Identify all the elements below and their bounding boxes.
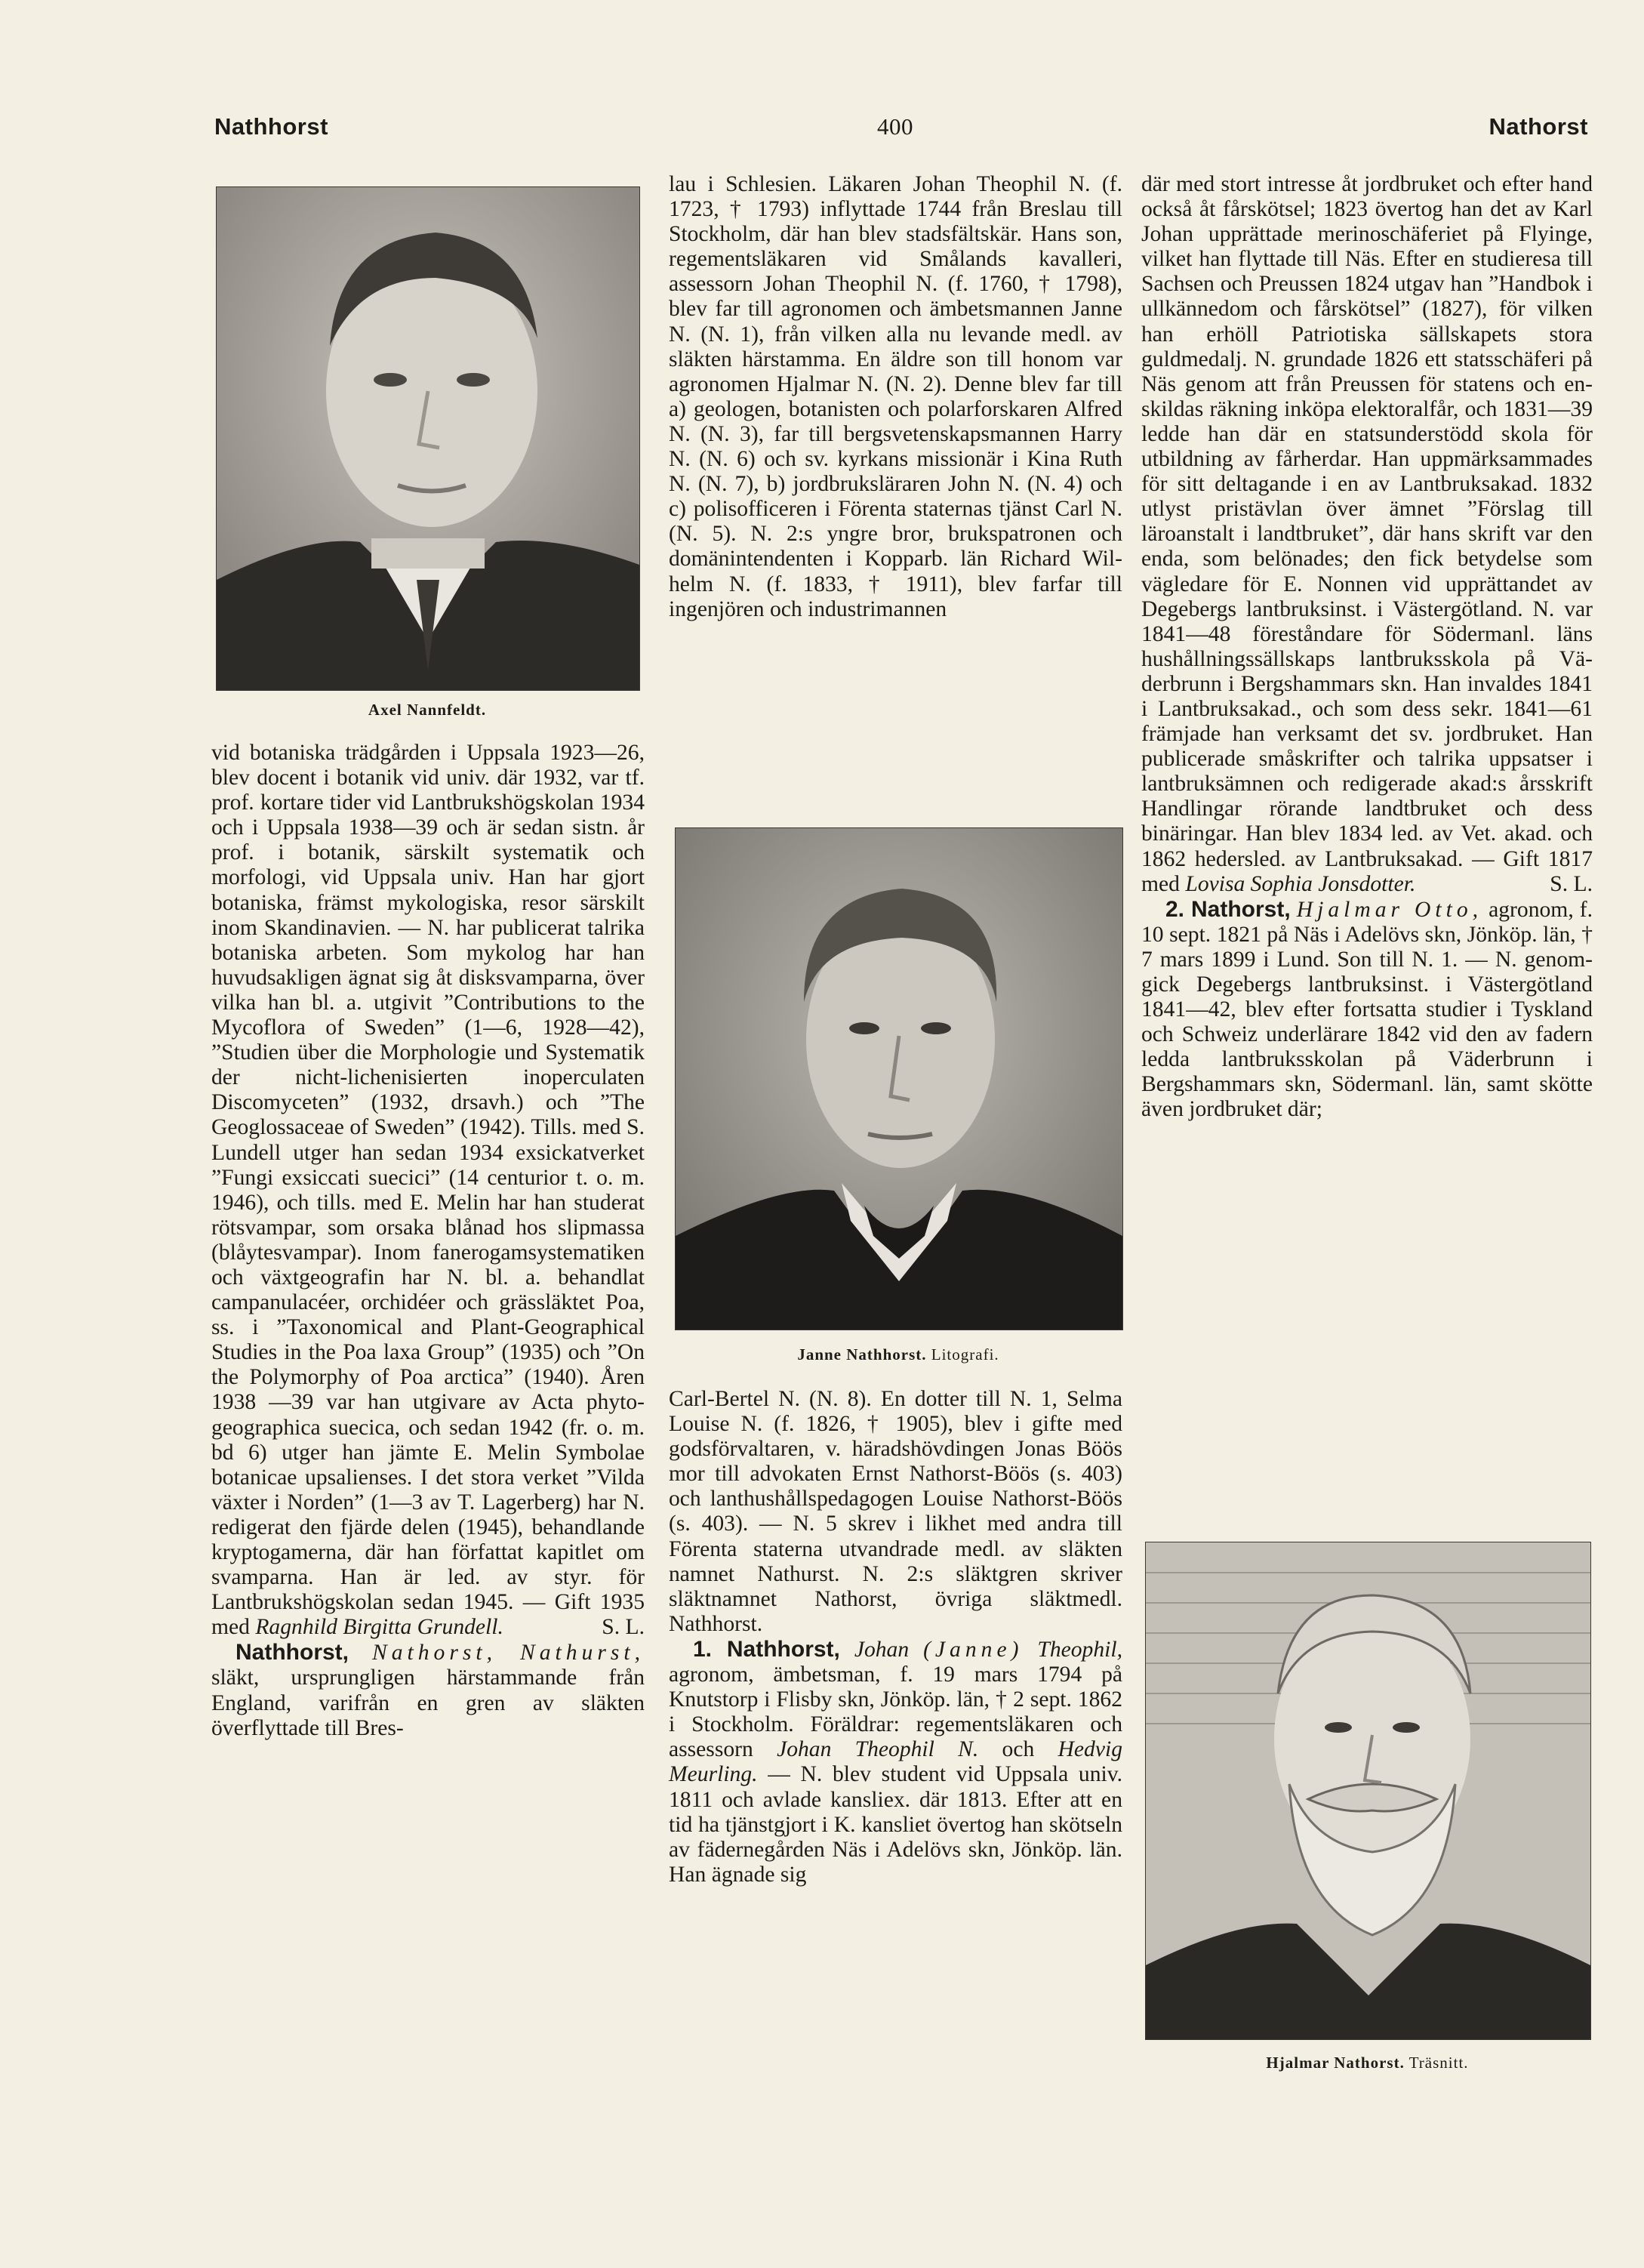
caption-technique: Träsnitt. — [1408, 2054, 1469, 2072]
forename-called: (Janne) — [923, 1637, 1024, 1662]
author-signature: S. L. — [602, 1615, 645, 1640]
page-number: 400 — [877, 113, 913, 140]
column-1 — [211, 741, 645, 1741]
article-text: släkt, ursprungligen härstammande från England, varifrån en gren av släkten överflyttade till Bres- — [211, 1666, 645, 1740]
caption-hjalmar-nathorst — [1145, 2054, 1590, 2072]
forename: Hjalmar Otto, — [1296, 897, 1483, 922]
forename: Johan — [854, 1637, 910, 1662]
caption-axel-nannfeldt — [216, 701, 639, 720]
portrait-hjalmar-nathorst — [1145, 1542, 1591, 2040]
parent-name: Hedvig Meurling. — [669, 1737, 1122, 1787]
caption-name: Hjalmar Nathorst. — [1266, 2054, 1405, 2072]
caption-name: Axel Nannfeldt. — [368, 701, 487, 719]
headword-hjalmar-nathorst: 2. Nathorst, — [1165, 896, 1291, 922]
variant-spelling: Nathorst, — [371, 1641, 497, 1666]
spouse-name: Ragnhild Birgitta Grundell. — [255, 1615, 503, 1640]
spouse-name: Lovisa Sophia Jonsdotter. — [1185, 871, 1416, 896]
article-text: Carl-Bertel N. (N. 8). En dotter till N. 1, Selma Louise N. (f. 1826, † 1905), blev i gifte med godsförvaltaren, v. häradshövdingen Jonas Böös mor till advokaten Ernst Nathorst-Böös (s. 403) och lanthushållspedagogen Louise Nathorst-Böös (s. 403). — N. 5 skrev i likhet med andra till Förenta staterna utvandrade medl. av släkten namnet Nathurst. N. 2:s släktgren skriver släktnamnet Nathorst, övriga släktmedl. Nathhorst. — [669, 1387, 1122, 1636]
caption-name: Janne Nathhorst. — [797, 1345, 927, 1364]
headword-nathhorst-family: Nathhorst, — [236, 1640, 349, 1666]
column-2-lower — [669, 1387, 1122, 1887]
column-3 — [1141, 172, 1593, 1123]
article-text: vid botaniska trädgården i Uppsala 1923—26, blev docent i botanik vid univ. där 1932, var tf. prof. kortare tider vid Lantbrukshögskolan 1934 och i Uppsala 1938—39 och är sedan sistn. år prof. i botanik, särskilt systematik och morfologi, vid Uppsala univ. Han har gjort botaniska, främst mykologiska, resor särskilt inom Skandinavien. — N. har publicerat talrika botaniska arbeten. Som mykolog har han huvudsakligen ägnat sig åt disksvamparna, över vilka han bl. a. utgivit ”Contributions to the Mycoflora of Sweden” (1—6, 1928—42), ”Studien über die Morphologie und Systematik der nicht-lichenisierten inoperculaten Discomyceten” (1932, drsavh.) och ”The Geoglossaceae of Sweden” (1942). Tills. med S. Lundell utger han sedan 1934 exsickatverket ”Fungi exsiccati suecici” (14 centurior t. o. m. 1946), och tills. med E. Melin har han studerat rötsvampar, som orsaka blånad hos slipmassa (blåytesvampar). Inom fanerogamsystematiken och växtgeografin har N. bl. a. behandlat campanulacéer, orchidéer och grässläktet Poa, ss. i ”Taxonomical and Plant-Geographical Studies in the Poa laxa Group” (1935) och ”On the Polymorphy of Poa arctica” (1940). Åren 1938 —39 var han utgivare av Acta phytogeographica suecica, och sedan 1942 (fr. o. m. bd 6) utger han jämte E. Melin Symbolae botanicae upsalienses. I det stora verket ”Vilda växter i Norden” (1—3 av T. Lagerberg) har N. redigerat den fjärde delen (1945), behandlande kryptogamerna, där han författat kapitlet om svamparna. Han är led. av styr. för Lantbrukshögskolan sedan 1945. — Gift 1935 med — [211, 741, 645, 1640]
caption-technique: Litografi. — [931, 1345, 999, 1364]
portrait-axel-nannfeldt — [216, 186, 640, 691]
article-text: agronom, f. 10 sept. 1821 på Näs i Adelövs skn, Jönköp. län, † 7 mars 1899 i Lund. Son till N. 1. — N. genomgick Degebergs lantbruksinst. i Västergötland 1841—42, blev efter fortsatta studier i Tyskland och Schweiz underlärare 1842 vid den av fadern ledda lantbruksskolan på Väderbrunn i Bergshammars skn, Södermanl. län, samt skötte även jordbruket där; — [1141, 897, 1593, 1122]
article-text: lau i Schlesien. Läkaren Johan Theophil N. (f. 1723, † 1793) inflyttade 1744 från Breslau till Stockholm, där han blev stadsfältskär. Hans son, regementsläkaren vid Smålands kavalleri, assessorn Johan Theophil N. (f. 1760, † 1798), blev far till agronomen och ämbetsmannen Janne N. (N. 1), från vilken alla nu levande medl. av släkten härstamma. En äldre son till honom var agronomen Hjalmar N. (N. 2). Denne blev far till a) geologen, botanisten och polarforskaren Alfred N. (N. 3), far till bergsvetenskapsmannen Harry N. (N. 6) och sv. kyrkans missionär i Kina Ruth N. (N. 7), b) jordbruksläraren John N. (N. 4) och c) polisofficeren i Förenta staternas tjänst Carl N. (N. 5). N. 2:s yngre bror, brukspatronen och domänintendenten i Kopparb. län Richard Wilhelm N. (f. 1833, † 1911), blev farfar till ingenjören och industrimannen — [669, 172, 1122, 621]
forename: Theophil, — [1037, 1637, 1122, 1662]
article-text: där med stort intresse åt jordbruket och efter hand också åt fårskötsel; 1823 övertog han det av Karl Johan upprättade merinoschäferiet på Flyinge, vilket han flyttade till Näs. Efter en studieresa till Sachsen och Preussen 1824 utgav han ”Handbok i ullkännedom och fårskötsel” (1827), för vilken han erhöll Patriotiska sällskapets stora guldmedalj. N. grundade 1826 ett statsschäferi på Näs genom att från Preussen för statens och enskildas räkning inköpa elektoralfår, och 1831—39 ledde han där en statsunderstödd skola för utbildning av fårherdar. Han uppmärksammades för sitt deltagande i en av Lantbruksakad. 1832 utlyst pristävlan över ämnet ”Förslag till läroanstalt i landtbruket”, där hans skrift var den enda, som belönades; den fick betydelse som vägledare för E. Nonnen vid upprättandet av Degebergs lantbruksinst. i Västergötland. N. var 1841—48 föreståndare för Södermanl. läns hushållningssällskaps lantbruksskola på Väderbrunn i Bergshammars skn. Han invaldes 1841 i Lantbruksakad., och som dess sekr. 1841—61 främjade han verksamt det sv. jordbruket. Han publicerade småskrifter och talrika uppsatser i lantbruksämnen och redigerade akad:s årsskrift Handlingar rörande landtbruket och dess binäringar. Han blev 1834 led. av Vet. akad. och 1862 hedersled. av Lantbruksakad. — Gift 1817 med — [1141, 172, 1593, 896]
headword-johan-nathhorst: 1. Nathhorst, — [693, 1636, 840, 1662]
running-head-right: Nathorst — [1489, 113, 1588, 140]
parent-name: Johan Theophil N. — [777, 1737, 979, 1762]
article-text: och — [1002, 1737, 1035, 1762]
caption-janne-nathhorst — [675, 1345, 1122, 1364]
article-text: — N. blev student vid Uppsala univ. 1811 och avlade kansliex. där 1813. Efter att en tid ha tjänstgjort i K. kansliet övertog han skötseln av fädernegården Näs i Adelövs skn, Jönköp. län. Han ägnade sig — [669, 1762, 1122, 1887]
article-text: agronom, ämbetsman, f. 19 mars 1794 på Knutstorp i Flisby skn, Jönköp. län, † 2 sept. 1862 i Stockholm. Föräldrar: regementsläkaren och assessorn — [669, 1662, 1122, 1762]
column-2-upper — [669, 172, 1122, 622]
author-signature: S. L. — [1550, 871, 1593, 896]
running-head-left: Nathhorst — [214, 113, 328, 140]
portrait-janne-nathhorst — [675, 827, 1123, 1330]
variant-spelling: Nathurst, — [519, 1641, 645, 1666]
